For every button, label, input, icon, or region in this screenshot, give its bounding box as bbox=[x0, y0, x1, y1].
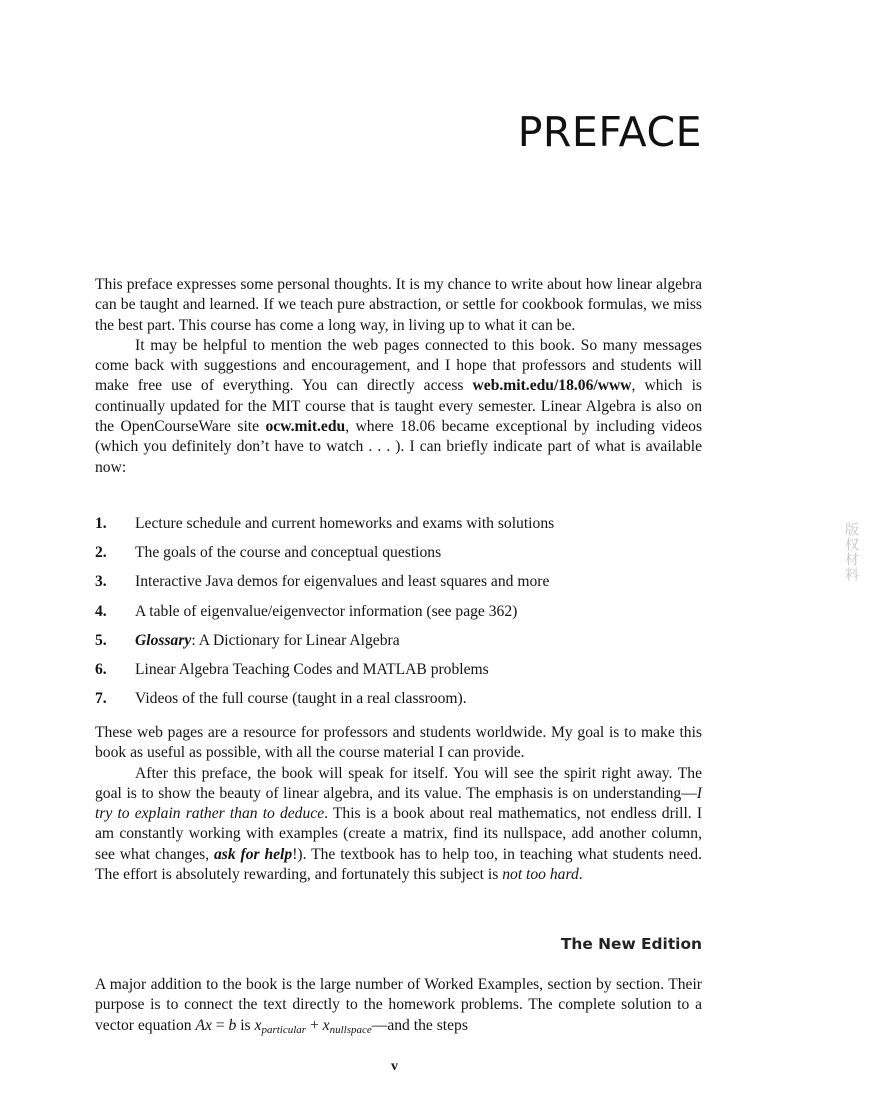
explain-phrase: I try to explain rather than to deduce bbox=[95, 784, 702, 823]
page-title: PREFACE bbox=[517, 108, 702, 156]
list-item bbox=[95, 660, 702, 689]
list-item-number: 3. bbox=[95, 573, 107, 591]
section-heading-new-edition: The New Edition bbox=[560, 935, 702, 953]
list-item-number: 2. bbox=[95, 544, 107, 562]
equation-lhs: Ax bbox=[195, 1016, 212, 1034]
copyright-watermark: 版权材料 bbox=[843, 522, 859, 582]
intro-section bbox=[95, 275, 702, 478]
new-edition-text-end: —and the steps bbox=[371, 1016, 468, 1034]
intro-p2-text-a: It may be helpful to mention the web pages connected to this book. So many messages come back with suggestions and encouragement, and I hope that professors and students will make free use of everything. You can directly access bbox=[95, 336, 702, 395]
new-edition-text-a: A major addition to the book is the large number of Worked Examples, section by section. Their purpose is to connect the text directly to the homework problems. The complete solution to a vector equation bbox=[95, 976, 702, 1034]
web-resources-list bbox=[95, 514, 702, 718]
x-particular: x bbox=[254, 1016, 262, 1034]
list-item bbox=[95, 572, 702, 601]
resources-p2-text-b: . This is a book about real mathematics, not endless drill. I am constantly working with examples (create a matrix, find its nullspace, add another column, see what changes, bbox=[95, 805, 703, 863]
x-nullspace-subscript: nullspace bbox=[329, 1023, 372, 1036]
not-too-hard-phrase: not too hard bbox=[502, 866, 579, 884]
intro-p2-text-c: , where 18.06 became exceptional by including videos (which you definitely don’t have to watch . . . ). I can briefly indicate part of what is available now: bbox=[95, 418, 703, 476]
glossary-term: Glossary bbox=[135, 631, 192, 649]
resources-p2-text-a: After this preface, the book will speak for itself. You will see the spirit right away. The goal is to show the beauty of linear algebra, and its value. The emphasis is on understanding bbox=[95, 764, 702, 802]
page-number: v bbox=[391, 1059, 398, 1074]
resources-p2-text-d: . bbox=[578, 866, 583, 884]
list-item bbox=[95, 543, 702, 572]
intro-paragraph-2 bbox=[95, 336, 702, 478]
intro-paragraph-1: This preface expresses some personal thoughts. It is my chance to write about how linear algebra can be taught and learned. If we teach pure abstraction, or settle for cookbook formulas, we miss the best part. This course has come a long way, in living up to what it can be. bbox=[95, 276, 702, 334]
equation-rhs: b bbox=[228, 1016, 237, 1034]
list-item-text: Videos of the full course (taught in a real classroom). bbox=[135, 690, 467, 708]
list-item-number: 4. bbox=[95, 602, 107, 620]
list-item-number: 5. bbox=[95, 631, 107, 649]
list-item-number: 1. bbox=[95, 515, 107, 532]
ocw-url: ocw.mit.edu bbox=[265, 418, 346, 436]
x-nullspace: x bbox=[322, 1016, 330, 1034]
mit-course-url: web.mit.edu/18.06/www bbox=[472, 377, 632, 395]
list-item-text: : A Dictionary for Linear Algebra bbox=[191, 631, 400, 649]
x-particular-subscript: particular bbox=[261, 1023, 307, 1036]
new-edition-section bbox=[95, 975, 702, 1040]
resources-section bbox=[95, 723, 702, 885]
list-item-text: Interactive Java demos for eigenvalues and least squares and more bbox=[135, 573, 550, 591]
list-item-text: A table of eigenvalue/eigenvector information (see page 362) bbox=[135, 602, 518, 620]
list-item bbox=[95, 689, 702, 718]
resources-p2-text-c: !). The textbook has to help too, in teaching what students need. The effort is absolutely rewarding, and fortunately this subject is bbox=[95, 845, 702, 884]
list-item bbox=[95, 631, 702, 660]
new-edition-paragraph-1 bbox=[95, 975, 702, 1040]
resources-paragraph-1: These web pages are a resource for professors and students worldwide. My goal is to make this book as useful as possible, with all the course material I can provide. bbox=[95, 724, 702, 762]
list-item-text: The goals of the course and conceptual questions bbox=[135, 544, 442, 562]
resources-paragraph-2 bbox=[95, 764, 702, 886]
list-item-text: Linear Algebra Teaching Codes and MATLAB problems bbox=[135, 660, 489, 678]
intro-p2-text-b: , which is continually updated for the MIT course that is taught every semester. Linear Algebra is also on the OpenCourseWare site bbox=[95, 377, 702, 436]
list-item-number: 6. bbox=[95, 660, 107, 678]
list-item bbox=[95, 514, 702, 543]
em-dash: — bbox=[681, 784, 697, 802]
list-item-number: 7. bbox=[95, 690, 107, 708]
equation-equals: = bbox=[211, 1016, 229, 1034]
new-edition-text-is: is bbox=[236, 1016, 255, 1034]
list-item-text: Lecture schedule and current homeworks and exams with solutions bbox=[135, 515, 555, 532]
ask-for-help-phrase: ask for help bbox=[213, 845, 293, 863]
plus-sign: + bbox=[306, 1016, 323, 1034]
list-item bbox=[95, 602, 702, 631]
